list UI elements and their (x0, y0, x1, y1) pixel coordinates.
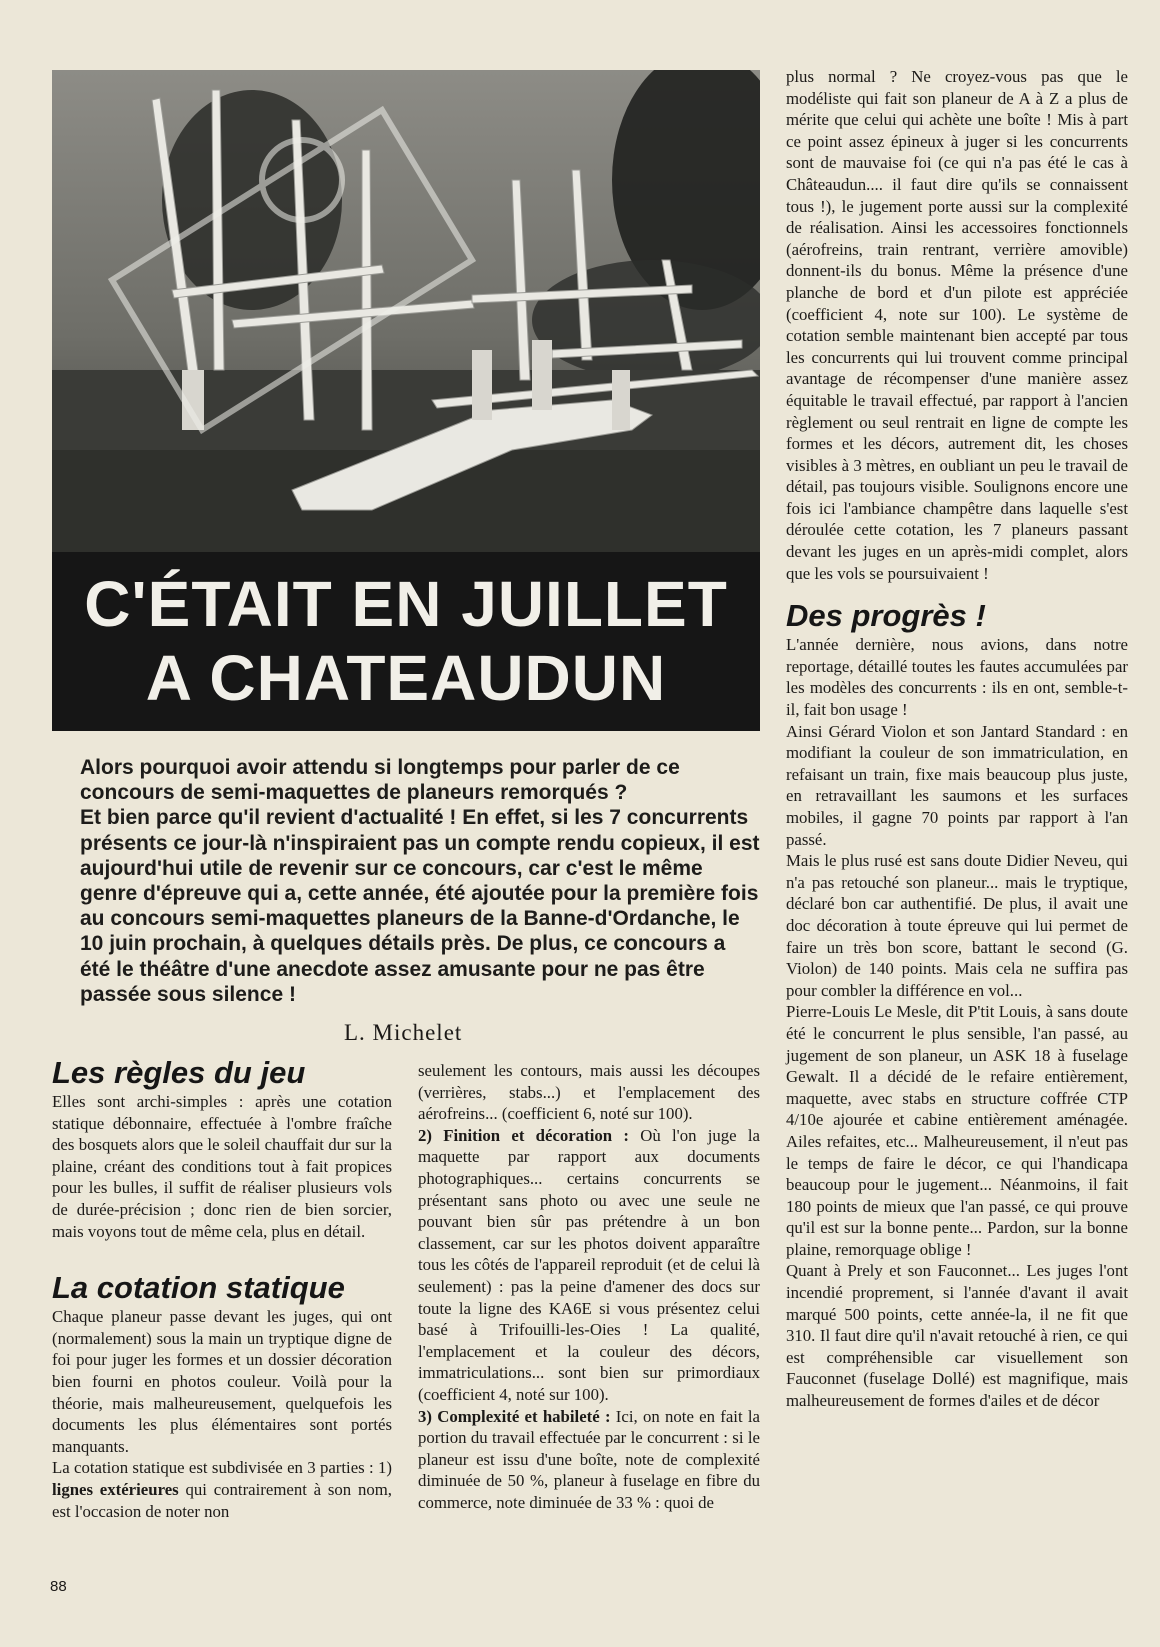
author-byline: L. Michelet (344, 1020, 463, 1045)
article-title-banner (52, 552, 760, 731)
body-text: Ici, on note en fait la portion du travail effectuée par le concurrent : si le planeur est issu d'une boîte, note de complexité diminuée de 50 %, planeur à fuselage en fibre du commerce, note diminuée de 33 % : quoi de (418, 1406, 760, 1512)
body-paragraph: seulement les contours, mais aussi les découpes (verrières, stabs...) et l'emplacement des aérofreins... (coefficient 6, noté sur 100). (418, 1061, 760, 1124)
title-line-2: A CHATEAUDUN (145, 642, 667, 714)
bold-term: 2) Finition et décoration : (418, 1125, 629, 1145)
section-heading: La cotation statique (52, 1270, 345, 1306)
body-paragraph: L'année dernière, nous avions, dans notre reportage, détaillé toutes les fautes accumulées par les modèles des concurrents : ils en ont, semble-t-il, fait bon usage ! (786, 635, 1128, 720)
section-heading: Des progrès ! (786, 598, 986, 634)
article-photo (52, 70, 760, 552)
bold-term: 3) Complexité et habileté : (418, 1406, 611, 1426)
section-heading: Les règles du jeu (52, 1055, 306, 1090)
intro-paragraph: Et bien parce qu'il revient d'actualité ! En effet, si les 7 concurrents présents ce jour-là n'inspiraient pas un compte rendu copieux, il est aujourd'hui utile de revenir sur ce concours, car c'est le même genre d'épreuve qui a, cette année, été ajoutée pour la première fois au concours semi-maquettes planeurs de la Banne-d'Ordanche, le 10 juin prochain, à quelques détails près. De plus, ce concours a été le théâtre d'une anecdote assez amusante pour ne pas être passée sous silence ! (80, 806, 760, 1006)
page-number: 88 (50, 1578, 67, 1595)
body-paragraph: Quant à Prely et son Fauconnet... Les juges l'ont incendié proprement, si l'année d'avant il avait marqué 500 points, cette année-la, il ne fit que 310. Il faut dire qu'il n'avait retouché à rien, ce qui est compréhensible car visuellement son Fauconnet (fuselage Dollé) est magnifique, mais malheureusement de formes d'ailes et de décor (786, 1261, 1128, 1411)
intro-paragraphs (80, 755, 760, 1007)
title-line-1: C'ÉTAIT EN JUILLET (84, 568, 728, 640)
glider-photo-illustration (52, 70, 760, 552)
body-text: Où l'on juge la maquette par rapport aux documents photographiques... certains concurrents se présentant sans photo ou avec une seule ne pouvant bien sûr pas prétendre à un bon classement, car sur les photos doivent apparaître tous les côtés de l'appareil reproduit (et de celui là seulement) : pas la peine d'amener des docs sur toute la ligne des KA6E si vous présentez celui basé à Trifouilli-les-Oies ! La qualité, l'emplacement et la couleur des décors, immatriculations... sont bien sur primordiaux (coefficient 4, noté sur 100). (418, 1125, 760, 1404)
body-paragraph (418, 1125, 760, 1406)
body-paragraph: Pierre-Louis Le Mesle, dit P'tit Louis, à sans doute été le concurrent le plus sensible, l'an passé, au jugement de son planeur, un ASK 18 à fuselage Gewalt. Il a décidé de le refaire entièrement, maquette, avec stabs en structure coffrée CTP 4/10e ajourée et cabine entièrement aménagée. Ailes refaites, etc... Malheureusement, il n'eut pas le temps de faire le décor, ce qui l'handicapa beaucoup pour le jugement... Néanmoins, il fait 180 points de mieux que l'an passé, ce qui prouve qu'il est sur la bonne pente... Pardon, sur la bonne plaine, remorquage oblige ! (786, 1002, 1128, 1259)
body-paragraph: Mais le plus rusé est sans doute Didier Neveu, qui n'a pas retouché son planeur... mais le tryptique, déclaré bon car authentifié. De plus, il avait une doc décoration à toute épreuve qui lui permet de faire un très bon score, battant le second (G. Violon) de 140 points. Mais cela ne suffira pas pour combler la différence en vol... (786, 851, 1128, 1000)
column-right (786, 66, 1128, 1412)
intro-paragraph: Alors pourquoi avoir attendu si longtemps pour parler de ce concours de semi-maquettes de planeurs remorqués ? (80, 756, 680, 805)
body-text: qui contrairement à son nom, est l'occasion de noter non (52, 1479, 392, 1521)
body-paragraph (52, 1457, 392, 1522)
body-paragraph: Ainsi Gérard Violon et son Jantard Standard : en modifiant la couleur de son immatriculation, en refaisant un train, fixe mais beaucoup plus juste, en retravaillant les saumons et les surfaces mobiles, il gagne 70 points par rapport à l'an passé. (786, 721, 1128, 849)
body-paragraph: Chaque planeur passe devant les juges, qui ont (normalement) sous la main un tryptique digne de foi pour juger les formes et un dossier décoration bien fourni en photos couleur. Voilà pour la théorie, mais malheureusement, quelquefois les documents les plus élémentaires sont portés manquants. (52, 1307, 392, 1456)
body-paragraph: Elles sont archi-simples : après une cotation statique débonnaire, effectuée à l'ombre fraîche des bosquets alors que le soleil chauffait dur sur la plaine, créant des conditions tout à fait propices pour les bulles, il suffit de réaliser plusieurs vols de durée-précision ; donc rien de bien sorcier, mais voyons tout de même cela, plus en détail. (52, 1092, 392, 1241)
column-left (52, 1055, 392, 1522)
bold-term: lignes extérieures (52, 1479, 179, 1499)
column-middle (418, 1060, 760, 1513)
body-paragraph: plus normal ? Ne croyez-vous pas que le modéliste qui fait son planeur de A à Z a plus de mérite que celui qui achète une boîte ! Mis à part ce point assez épineux à juger si les concurrents sont de mauvaise foi (ce qui n'a pas été le cas à Châteaudun.... il faut dire qu'ils se connaissent tous !), le jugement porte aussi sur la complexité de réalisation. Ainsi les accessoires fonctionnels (aérofreins, train rentrant, verrière amovible) donnent-ils du bonus. Même la présence d'une planche de bord et d'un pilote est appréciée (coefficient 4, note sur 100). Le système de cotation semble maintenant bien accepté par tous les concurrents qui lui trouvent comme principal avantage de récompenser d'une manière assez équitable le travail effectué, par rapport à l'ancien règlement ou seul rentrait en ligne de compte les formes et les décors, autrement dit, les choses visibles à 3 mètres, en oubliant un peu le travail de détail, pas toujours visible. Soulignons encore une fois ici l'ambiance champêtre dans laquelle s'est déroulée cette cotation, les 7 planeurs passant devant les juges en un après-midi complet, alors que les vols se poursuivaient ! (786, 67, 1128, 583)
body-text: La cotation statique est subdivisée en 3 parties : 1) (52, 1458, 392, 1478)
body-paragraph (418, 1406, 760, 1514)
